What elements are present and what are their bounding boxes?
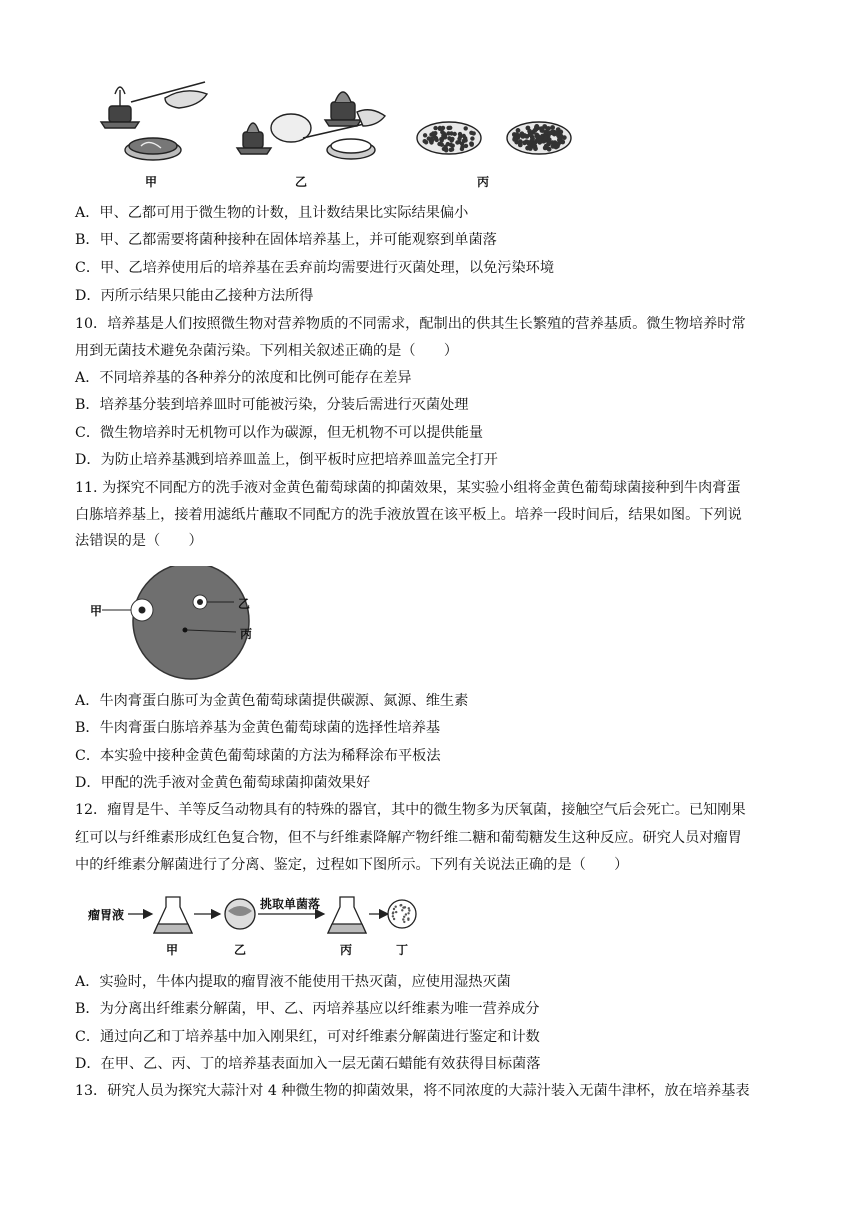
figure-label-jia: 甲 <box>166 943 179 957</box>
figure-label-yi: 乙 <box>234 943 247 957</box>
q12-stem-line-1: 12．瘤胃是牛、羊等反刍动物具有的特殊的器官，其中的微生物多为厌氧菌，接触空气后会死亡。已知刚果 <box>75 802 746 818</box>
colony-dot <box>403 916 405 918</box>
q11-option-b: B．牛肉膏蛋白胨培养基为金黄色葡萄球菌的选择性培养基 <box>75 720 441 736</box>
flask-jia <box>154 897 192 933</box>
isolation-process-illustration <box>88 893 428 963</box>
colony-dot <box>408 907 410 909</box>
colony-dot <box>447 136 451 140</box>
q11-option-c: C．本实验中接种金黄色葡萄球菌的方法为稀释涂布平板法 <box>75 748 441 764</box>
colony-dot <box>557 138 562 143</box>
figure-inoculation-methods <box>95 76 575 194</box>
colony-dot <box>470 143 474 147</box>
colony-dot <box>518 139 523 144</box>
q11-stem-line-3: 法错误的是（ ） <box>75 533 203 549</box>
colony-dot <box>547 147 552 152</box>
colony-dot <box>404 906 406 908</box>
figure-label-jia: 甲 <box>90 604 103 618</box>
colony-dot <box>433 126 437 130</box>
q13-stem-line-1: 13．研究人员为探究大蒜汁对 4 种微生物的抑菌效果，将不同浓度的大蒜汁装入无菌牛津杯，放在培养基表 <box>75 1083 750 1099</box>
q12-option-c: C．通过向乙和丁培养基中加入刚果红，可对纤维素分解菌进行鉴定和计数 <box>75 1029 540 1045</box>
colony-dot <box>402 918 404 920</box>
colony-dot <box>408 909 410 911</box>
filter-paper-bing <box>183 628 188 633</box>
colony-dot <box>407 917 409 919</box>
colony-dot <box>533 144 538 149</box>
q11-stem-line-1: 11. 为探究不同配方的洗手液对金黄色葡萄球菌的抑菌效果，某实验小组将金黄色葡萄球菌接种到牛肉膏蛋 <box>75 480 741 496</box>
colony-dot <box>393 918 395 920</box>
figure-label-yi: 乙 <box>238 597 251 611</box>
colony-dot <box>446 126 450 130</box>
colony-dot <box>405 913 407 915</box>
colony-dot <box>525 146 530 151</box>
q12-stem-line-3: 中的纤维素分解菌进行了分离、鉴定，过程如下图所示。下列有关说法正确的是（ ） <box>75 857 629 873</box>
colony-dot <box>395 906 397 908</box>
colony-dot <box>556 127 561 132</box>
q12-option-b: B．为分离出纤维素分解菌，甲、乙、丙培养基应以纤维素为唯一营养成分 <box>75 1001 540 1017</box>
colony-dot <box>525 134 530 139</box>
inoculation-illustration <box>95 76 575 194</box>
colony-dot <box>455 140 459 144</box>
q10-option-b: B．培养基分装到培养皿时可能被污染，分装后需进行灭菌处理 <box>75 397 469 413</box>
colony-dot <box>450 147 454 151</box>
colony-dot <box>522 140 527 145</box>
petri-dish-illustration <box>88 566 288 684</box>
q9-option-b: B．甲、乙都需要将菌种接种在固体培养基上，并可能观察到单菌落 <box>75 232 497 248</box>
colony-dot <box>464 126 468 130</box>
q10-option-c: C．微生物培养时无机物可以作为碳源，但无机物不可以提供能量 <box>75 425 484 441</box>
colony-dot <box>554 145 559 150</box>
colony-dot <box>423 133 427 137</box>
colony-dot <box>562 135 567 140</box>
colony-dot <box>458 132 462 136</box>
figure-petri-dish <box>88 566 288 684</box>
figure-yi-drawing <box>237 92 385 159</box>
q11-stem-line-2: 白胨培养基上，接着用滤纸片蘸取不同配方的洗手液放置在该平板上。培养一段时间后，结果如图。下列说 <box>75 507 742 523</box>
colony-dot <box>443 145 447 149</box>
colony-dot <box>395 911 397 913</box>
colony-dot <box>392 912 394 914</box>
colony-dot <box>457 137 461 141</box>
figure-label-jia: 甲 <box>145 175 158 189</box>
colony-dot <box>516 133 521 138</box>
colony-dot <box>530 137 535 142</box>
colony-dot <box>407 912 409 914</box>
q10-stem-line-2: 用到无菌技术避免杂菌污染。下列相关叙述正确的是（ ） <box>75 343 459 359</box>
figure-jia-drawing <box>101 82 207 160</box>
colony-dot <box>449 131 453 135</box>
colony-dot <box>516 128 521 133</box>
q9-option-d: D．丙所示结果只能由乙接种方法所得 <box>75 288 314 304</box>
colony-dot <box>534 124 539 129</box>
colony-dot <box>441 126 445 130</box>
colony-dot <box>449 143 453 147</box>
q11-option-a: A．牛肉膏蛋白胨可为金黄色葡萄球菌提供碳源、氮源、维生素 <box>75 693 469 709</box>
colony-dot <box>423 139 427 143</box>
colony-dot <box>550 125 555 130</box>
colony-dot <box>440 143 444 147</box>
figure-label-bing: 丙 <box>240 627 253 641</box>
colony-dot <box>547 131 552 136</box>
q10-option-d: D．为防止培养基溅到培养皿盖上，倒平板时应把培养皿盖完全打开 <box>75 452 498 468</box>
colony-dot <box>431 131 435 135</box>
q9-option-c: C．甲、乙培养使用后的培养基在丢弃前均需要进行灭菌处理，以免污染环境 <box>75 260 555 276</box>
colony-dot <box>434 137 438 141</box>
filter-paper-jia <box>139 607 146 614</box>
colony-dot <box>440 138 444 142</box>
colony-dot <box>546 139 551 144</box>
filter-paper-yi <box>197 599 203 605</box>
colony-dot <box>441 133 445 137</box>
colony-dot <box>462 139 466 143</box>
colony-dot <box>469 131 473 135</box>
q12-stem-line-2: 红可以与纤维素形成红色复合物，但不与纤维素降解产物纤维二糖和葡萄糖发生这种反应。研究人员对瘤胃 <box>75 830 742 846</box>
figure-label-bing: 丙 <box>340 943 353 957</box>
colony-dot <box>430 137 434 141</box>
q12-option-d: D．在甲、乙、丙、丁的培养基表面加入一层无菌石蜡能有效获得目标菌落 <box>75 1056 541 1072</box>
colony-dot <box>535 133 540 138</box>
q11-option-d: D．甲配的洗手液对金黄色葡萄球菌抑菌效果好 <box>75 775 371 791</box>
q10-stem-line-1: 10．培养基是人们按照微生物对营养物质的不同需求，配制出的供其生长繁殖的营养基质。微生物培养时常 <box>75 316 746 332</box>
figure-step-label: 挑取单菌落 <box>260 897 321 911</box>
q12-option-a: A．实验时，牛体内提取的瘤胃液不能使用干热灭菌，应使用湿热灭菌 <box>75 974 511 990</box>
figure-label-bing: 丙 <box>477 175 490 189</box>
figure-label-yi: 乙 <box>295 175 308 189</box>
q10-option-a: A．不同培养基的各种养分的浓度和比例可能存在差异 <box>75 370 412 386</box>
colony-dot <box>403 921 405 923</box>
colony-dot <box>393 908 395 910</box>
colony-dot <box>537 138 542 143</box>
figure-label-ding: 丁 <box>396 943 409 957</box>
colony-dot <box>470 136 474 140</box>
agar-plate <box>133 566 249 679</box>
colony-dot <box>400 904 402 906</box>
colony-dot <box>540 128 545 133</box>
figure-start-label: 瘤胃液 <box>88 908 125 922</box>
colony-dot <box>392 915 394 917</box>
flask-bing <box>328 897 366 933</box>
figure-isolation-process <box>88 893 428 963</box>
q9-option-a: A．甲、乙都可用于微生物的计数，且计数结果比实际结果偏小 <box>75 205 469 221</box>
colony-dot <box>401 909 403 911</box>
colony-dot <box>464 144 468 148</box>
